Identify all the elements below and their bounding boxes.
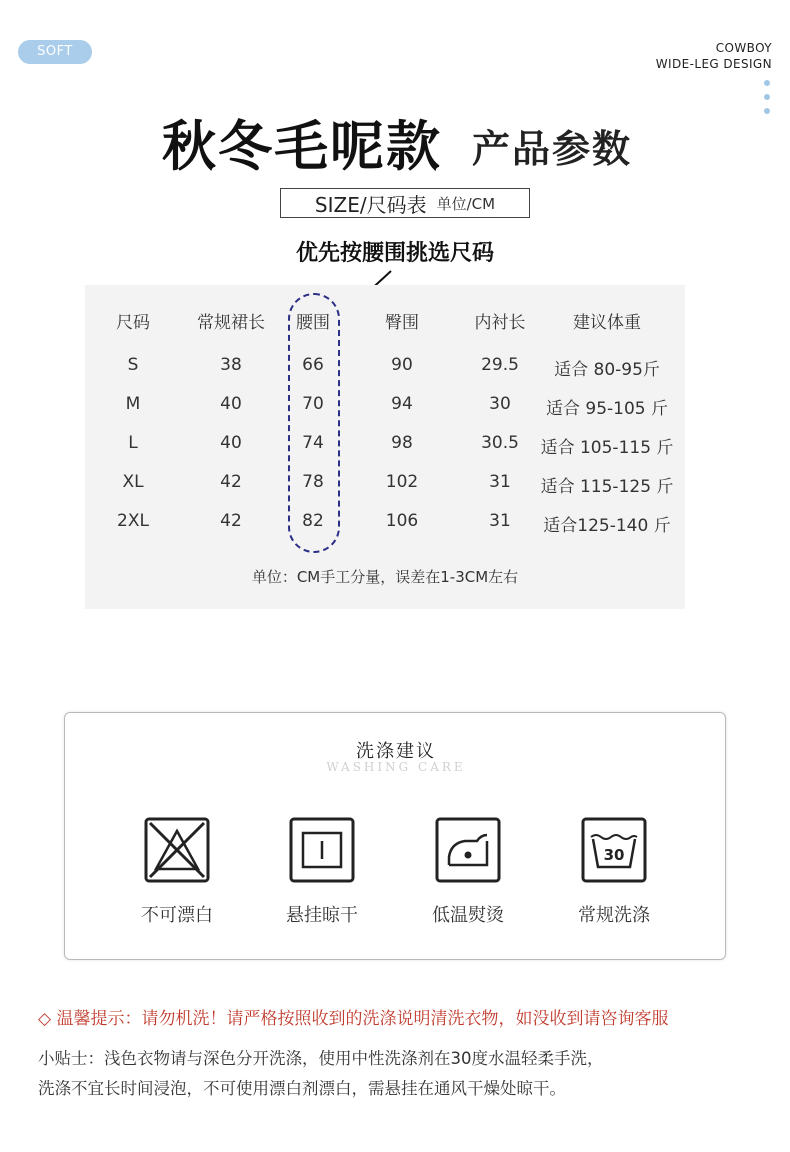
table-cell: 94 [391,394,413,414]
table-cell: 98 [391,433,413,453]
care-item-hang-dry [262,817,382,927]
table-header-cell: 尺码 [116,313,150,333]
care-label-wash-30: 常规洗涤 [578,905,650,926]
table-header-cell: 腰围 [296,313,330,333]
table-header-cell: 建议体重 [573,313,641,333]
page-title: 秋冬毛呢款 [162,115,442,178]
washing-care-panel [64,712,726,960]
wash-temp-label: 30 [603,846,625,864]
care-label-no-bleach: 不可漂白 [141,905,213,926]
size-table [85,285,685,609]
brand-line-1: COWBOY [715,41,772,55]
table-cell: 82 [302,511,324,531]
hang-dry-icon [289,817,355,883]
table-header-cell: 内衬长 [474,313,526,333]
table-cell: 70 [302,394,324,414]
table-cell: 2XL [117,511,149,531]
table-cell: 42 [220,511,242,531]
table-cell: M [125,394,141,414]
table-cell: 适合 105-115 斤 [540,438,674,458]
table-cell: 30 [489,394,511,414]
decorative-dots [764,80,772,122]
table-cell: 31 [489,472,511,492]
table-cell: L [128,433,138,453]
wash-30-icon [581,817,647,883]
table-cell: 78 [302,472,324,492]
soft-badge: SOFT [18,40,92,64]
table-cell: 30.5 [481,433,519,453]
table-cell: 38 [220,355,242,375]
care-tips-line-1: 小贴士：浅色衣物请与深色分开洗涤，使用中性洗涤剂在30度水温轻柔手洗， [38,1049,604,1068]
table-header-cell: 臀围 [385,313,419,333]
table-cell: 适合 80-95斤 [554,360,660,380]
brand-line-2: WIDE-LEG DESIGN [655,57,772,71]
table-cell: 102 [385,472,419,492]
table-cell: 74 [302,433,324,453]
low-iron-icon [435,817,501,883]
table-cell: S [127,355,139,375]
table-cell: 29.5 [481,355,519,375]
table-cell: 42 [220,472,242,492]
warning-notice: ◇ 温馨提示：请勿机洗！请严格按照收到的洗涤说明清洗衣物，如没收到请咨询客服 [38,1009,669,1029]
care-item-no-bleach [117,817,237,927]
table-cell: 适合125-140 斤 [543,516,671,536]
table-cell: 106 [385,511,419,531]
table-header-cell: 常规裙长 [197,313,265,333]
size-chart-title: SIZE/尺码表 [314,192,427,217]
table-cell: 31 [489,511,511,531]
washing-title: 洗涤建议 [356,741,436,762]
size-chart-unit: 单位/CM [436,194,496,213]
washing-subtitle: WASHING CARE [326,760,466,774]
care-item-low-iron [408,817,528,927]
table-cell: 40 [220,433,242,453]
table-cell: 适合 95-105 斤 [545,399,669,419]
table-cell: 90 [391,355,413,375]
care-item-wash-30 [554,817,674,927]
size-chart-label [280,188,530,218]
table-cell: 66 [302,355,324,375]
care-label-hang-dry: 悬挂晾干 [286,905,358,926]
care-label-low-iron: 低温熨烫 [432,905,504,926]
table-cell: 适合 115-125 斤 [540,477,674,497]
page-subtitle: 产品参数 [472,127,633,171]
waist-priority-hint: 优先按腰围挑选尺码 [295,241,494,266]
care-tips [38,1044,758,1104]
table-cell: 40 [220,394,242,414]
size-table-footnote: 单位：CM手工分量，误差在1-3CM左右 [251,568,519,586]
brand-label [656,40,772,72]
care-tips-line-2: 洗涤不宜长时间浸泡，不可使用漂白剂漂白，需悬挂在通风干燥处晾干。 [38,1079,566,1098]
table-cell: XL [122,472,144,492]
no-bleach-icon [144,817,210,883]
